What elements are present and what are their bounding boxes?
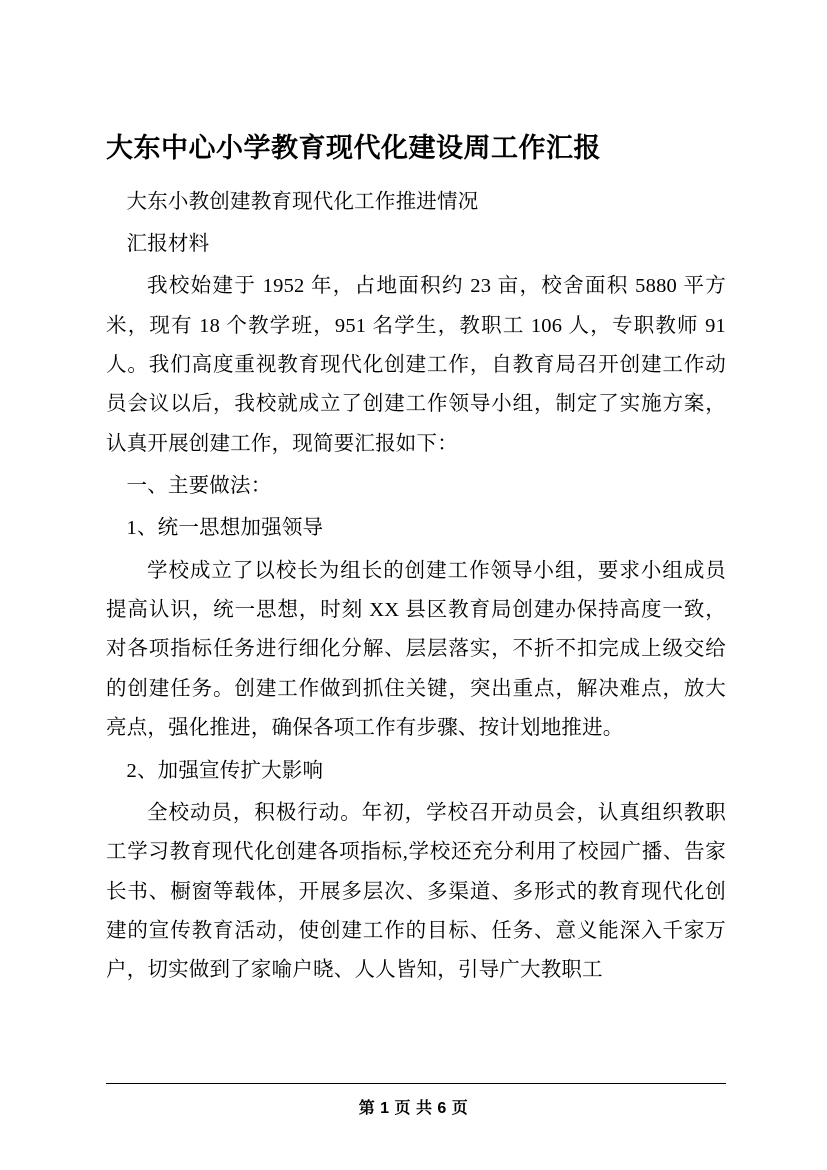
heading-main-practices: 一、主要做法： xyxy=(126,475,272,498)
page-footer xyxy=(0,1095,827,1118)
paragraph-school-overview: 我校始建于 1952 年，占地面积约 23 亩，校舍面积 5880 平方米，现有 18 个教学班，951 名学生，教职工 106 人，专职教师 91 人。我们高度重视教育现代化创建工作，自教育局召开创建工作动员会议以后，我校就成立了创建工作领导小组，制定了实施方案，认真开展创建工作，现简要汇报如下： xyxy=(106,275,726,455)
paragraph-leadership-group: 学校成立了以校长为组长的创建工作领导小组，要求小组成员提高认识，统一思想，时刻 XX 县区教育局创建办保持高度一致，对各项指标任务进行细化分解、层层落实，不折不扣完成上级交给的创建任务。创建工作做到抓住关键，突出重点，解决难点，放大亮点，强化推进，确保各项工作有步骤、按计划地推进。 xyxy=(106,559,726,740)
paragraph-publicity-details: 全校动员，积极行动。年初，学校召开动员会，认真组织教职工学习教育现代化创建各项指标,学校还充分利用了校园广播、告家长书、橱窗等载体，开展多层次、多渠道、多形式的教育现代化创建的宣传教育活动，使创建工作的目标、任务、意义能深入千家万户，切实做到了家喻户晓、人人皆知，引导广大教职工 xyxy=(106,801,726,982)
document-subtitle-line-2: 汇报材料 xyxy=(126,232,210,255)
document-subtitle-line-1: 大东小教创建教育现代化工作推进情况 xyxy=(126,190,479,213)
page-title: 大东中心小学教育现代化建设周工作汇报 xyxy=(106,133,601,163)
heading-unify-thinking: 1、统一思想加强领导 xyxy=(126,517,324,540)
document-body xyxy=(106,128,726,994)
page-number: 第 1 页 共 6 页 xyxy=(358,1100,469,1117)
footer-divider xyxy=(106,1083,726,1084)
heading-publicity: 2、加强宣传扩大影响 xyxy=(126,759,324,782)
